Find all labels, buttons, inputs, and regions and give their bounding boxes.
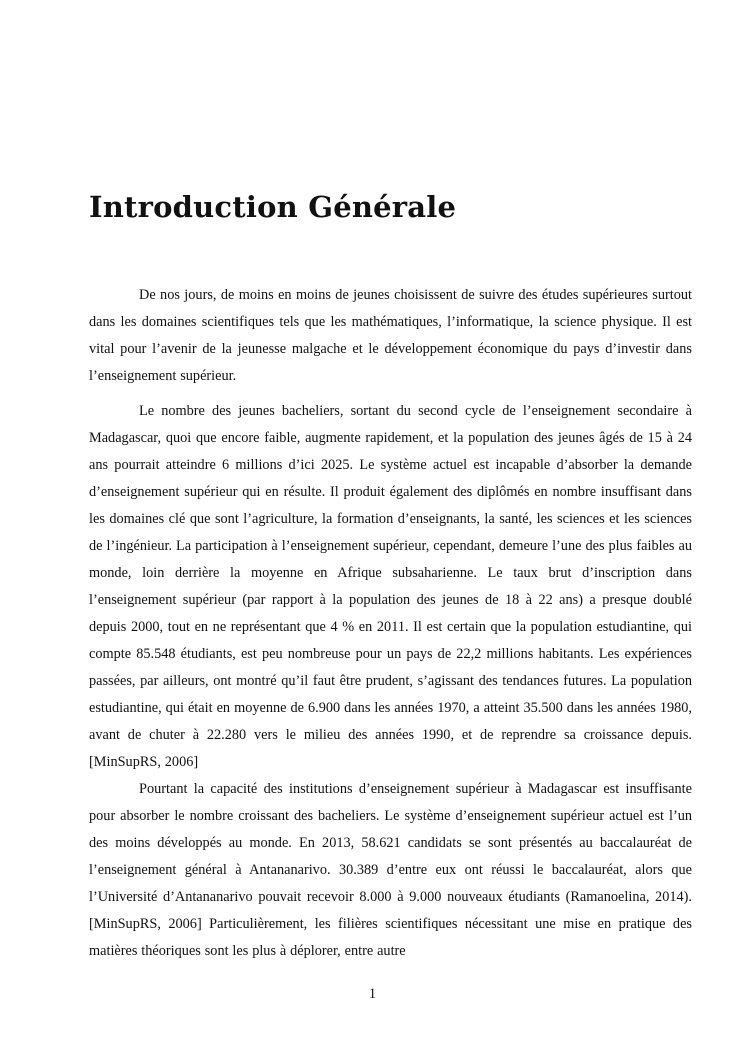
paragraph-1: De nos jours, de moins en moins de jeunes choisissent de suivre des études supérieures surtout dans les domaines scientifiques tels que les mathématiques, l’informatique, la science physique. Il est vital pour l’avenir de la jeunesse malgache et le développement économique du pays d’investir dans l’enseignement supérieur. xyxy=(89,287,692,384)
paragraph-2: Le nombre des jeunes bacheliers, sortant du second cycle de l’enseignement secondaire à Madagascar, quoi que encore faible, augmente rapidement, et la population des jeunes âgés de 15 à 24 ans pourrait atteindre 6 millions d’ici 2025. Le système actuel est incapable d’absorber la demande d’enseignement supérieur qui en résulte. Il produit également des diplômés en nombre insuffisant dans les domaines clé que sont l’agriculture, la formation d’enseignants, la santé, les sciences et les sciences de l’ingénieur. La participation à l’enseignement supérieur, cependant, demeure l’une des plus faibles au monde, loin derrière la moyenne en Afrique subsaharienne. Le taux brut d’inscription dans l’enseignement supérieur (par rapport à la population des jeunes de 18 à 22 ans) a presque doublé depuis 2000, tout en ne représentant que 4 % en 2011. Il est certain que la population estudiantine, qui compte 85.548 étudiants, est peu nombreuse pour un pays de 22,2 millions habitants. Les expériences passées, par ailleurs, ont montré qu’il faut être prudent, s’agissant des tendances futures. La population estudiantine, qui était en moyenne de 6.900 dans les années 1970, a atteint 35.500 dans les années 1980, avant de chuter à 22.280 vers le milieu des années 1990, et de reprendre sa croissance depuis. [MinSupRS, 2006] xyxy=(89,403,692,770)
chapter-title: Introduction Générale xyxy=(89,190,457,224)
page-number: 1 xyxy=(368,986,377,1002)
body-text xyxy=(89,282,692,965)
paragraph-3: Pourtant la capacité des institutions d’enseignement supérieur à Madagascar est insuffisante pour absorber le nombre croissant des bacheliers. Le système d’enseignement supérieur actuel est l’un des moins développés au monde. En 2013, 58.621 candidats se sont présentés au baccalauréat de l’enseignement général à Antananarivo. 30.389 d’entre eux ont réussi le baccalauréat, alors que l’Université d’Antananarivo pouvait recevoir 8.000 à 9.000 nouveaux étudiants (Ramanoelina, 2014). [MinSupRS, 2006] Particulièrement, les filières scientifiques nécessitant une mise en pratique des matières théoriques sont les plus à déplorer, entre autre xyxy=(89,781,692,959)
